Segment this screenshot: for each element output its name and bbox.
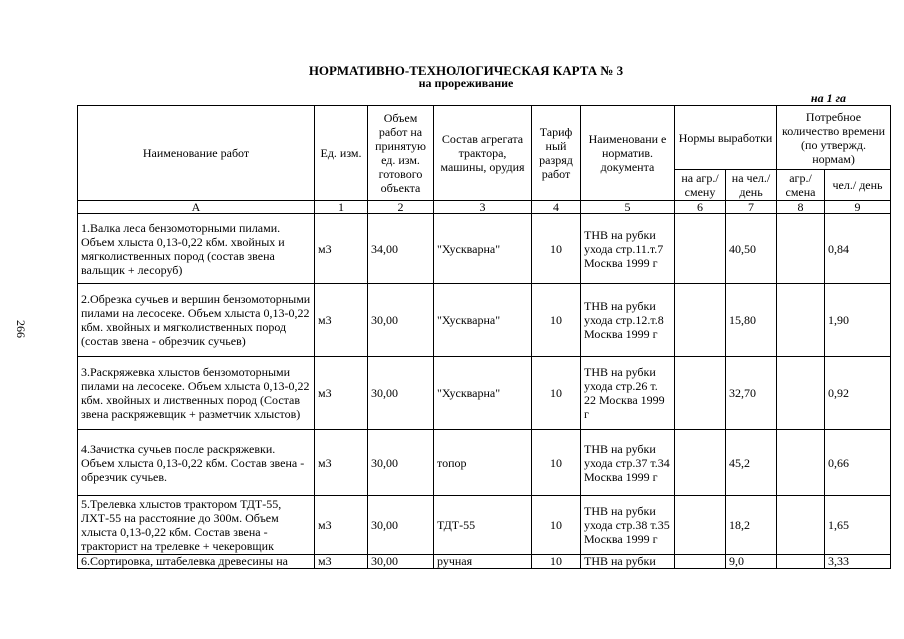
cell-unit: м3 [315,214,368,284]
table-row [78,284,891,357]
cell-work-name: 1.Валка леса бензомоторными пилами. Объем хлыста 0,13-0,22 кбм. хвойных и мягколиственных пород (состав звена вальщик + лесоруб) [78,214,315,284]
cell-need-man: 0,92 [825,357,891,430]
cell-unit: м3 [315,430,368,496]
header-name: Наименование работ [78,106,315,201]
cell-need-man: 1,90 [825,284,891,357]
cell-need-agr [777,430,825,496]
header-document: Наименовани е норматив. документа [581,106,675,201]
cell-volume: 30,00 [368,357,434,430]
index-cell: 6 [675,201,726,214]
cell-volume: 30,00 [368,496,434,555]
header-need: Потребное количество времени (по утвержд. нормам) [777,106,891,170]
cell-document: ТНВ на рубки ухода стр.12.т.8 Москва 1999 г [581,284,675,357]
document-title: НОРМАТИВНО-ТЕХНОЛОГИЧЕСКАЯ КАРТА № 3 [308,63,624,78]
cell-volume: 34,00 [368,214,434,284]
cell-composition: "Хускварна" [434,357,532,430]
cell-work-name: 4.Зачистка сучьев после раскряжевки. Объем хлыста 0,13-0,22 кбм. Состав звена - обрезчик сучьев. [78,430,315,496]
cell-norm-agr [675,430,726,496]
cell-need-man: 1,65 [825,496,891,555]
header-composition: Состав агрегата трактора, машины, орудия [434,106,532,201]
cell-document: ТНВ на рубки ухода стр.11.т.7 Москва 1999 г [581,214,675,284]
unit-note: на 1 га [810,91,846,105]
header-norms-man: на чел./ день [726,170,777,201]
cell-need-man: 3,33 [825,555,891,569]
header-norms-agr: на агр./ смену [675,170,726,201]
cell-norm-man: 18,2 [726,496,777,555]
cell-norm-agr [675,555,726,569]
index-cell: 1 [315,201,368,214]
cell-tariff: 10 [532,357,581,430]
cell-work-name: 5.Трелевка хлыстов трактором ТДТ-55, ЛХТ-55 на расстояние до 300м. Объем хлыста 0,13-0,22 кбм. Состав звена - тракторист на трелевке + чекеровщик [78,496,315,555]
cell-tariff: 10 [532,284,581,357]
index-cell: 4 [532,201,581,214]
cell-norm-agr [675,496,726,555]
cell-norm-man: 40,50 [726,214,777,284]
table-row [78,430,891,496]
cell-composition: ручная [434,555,532,569]
cell-need-agr [777,284,825,357]
norm-table [77,105,891,569]
cell-unit: м3 [315,284,368,357]
cell-composition: "Хускварна" [434,284,532,357]
cell-composition: ТДТ-55 [434,496,532,555]
cell-need-man: 0,66 [825,430,891,496]
cell-volume: 30,00 [368,284,434,357]
cell-norm-man: 9,0 [726,555,777,569]
index-cell: 8 [777,201,825,214]
cell-tariff: 10 [532,555,581,569]
cell-tariff: 10 [532,496,581,555]
header-need-agr: агр./ смена [777,170,825,201]
cell-work-name: 2.Обрезка сучьев и вершин бензомоторными пилами на лесосеке. Объем хлыста 0,13-0,22 кбм. хвойных и мягколиственных пород (состав звена - обрезчик сучьев) [78,284,315,357]
cell-work-name: 6.Сортировка, штабелевка древесины на [78,555,315,569]
cell-unit: м3 [315,357,368,430]
cell-norm-man: 32,70 [726,357,777,430]
index-row [78,201,891,214]
table-body [78,214,891,569]
cell-volume: 30,00 [368,430,434,496]
cell-composition: топор [434,430,532,496]
cell-need-agr [777,555,825,569]
table-row [78,214,891,284]
index-cell: 7 [726,201,777,214]
index-cell: 9 [825,201,891,214]
cell-need-agr [777,214,825,284]
index-cell: А [78,201,315,214]
cell-norm-agr [675,284,726,357]
cell-norm-man: 15,80 [726,284,777,357]
document-subtitle: на прореживание [418,76,514,90]
header-tariff: Тариф ный разряд работ [532,106,581,201]
cell-document: ТНВ на рубки [581,555,675,569]
cell-need-agr [777,357,825,430]
header-unit: Ед. изм. [315,106,368,201]
cell-norm-agr [675,214,726,284]
cell-document: ТНВ на рубки ухода стр.37 т.34 Москва 1999 г [581,430,675,496]
index-cell: 3 [434,201,532,214]
page-number: 266 [14,320,28,338]
cell-volume: 30,00 [368,555,434,569]
index-cell: 2 [368,201,434,214]
cell-tariff: 10 [532,430,581,496]
cell-norm-agr [675,357,726,430]
cell-norm-man: 45,2 [726,430,777,496]
table-row [78,555,891,569]
cell-unit: м3 [315,496,368,555]
cell-document: ТНВ на рубки ухода стр.38 т.35 Москва 1999 г [581,496,675,555]
cell-composition: "Хускварна" [434,214,532,284]
cell-unit: м3 [315,555,368,569]
cell-need-man: 0,84 [825,214,891,284]
cell-tariff: 10 [532,214,581,284]
cell-document: ТНВ на рубки ухода стр.26 т. 22 Москва 1999 г [581,357,675,430]
cell-work-name: 3.Раскряжевка хлыстов бензомоторными пилами на лесосеке. Объем хлыста 0,13-0,22 кбм. хвойных и лиственных пород (Состав звена раскряжевщик + разметчик хлыстов) [78,357,315,430]
header-need-man: чел./ день [825,170,891,201]
table-row [78,496,891,555]
index-cell: 5 [581,201,675,214]
cell-need-agr [777,496,825,555]
table-row [78,357,891,430]
header-norms: Нормы выработки [675,106,777,170]
header-volume: Объем работ на принятую ед. изм. готового объекта [368,106,434,201]
